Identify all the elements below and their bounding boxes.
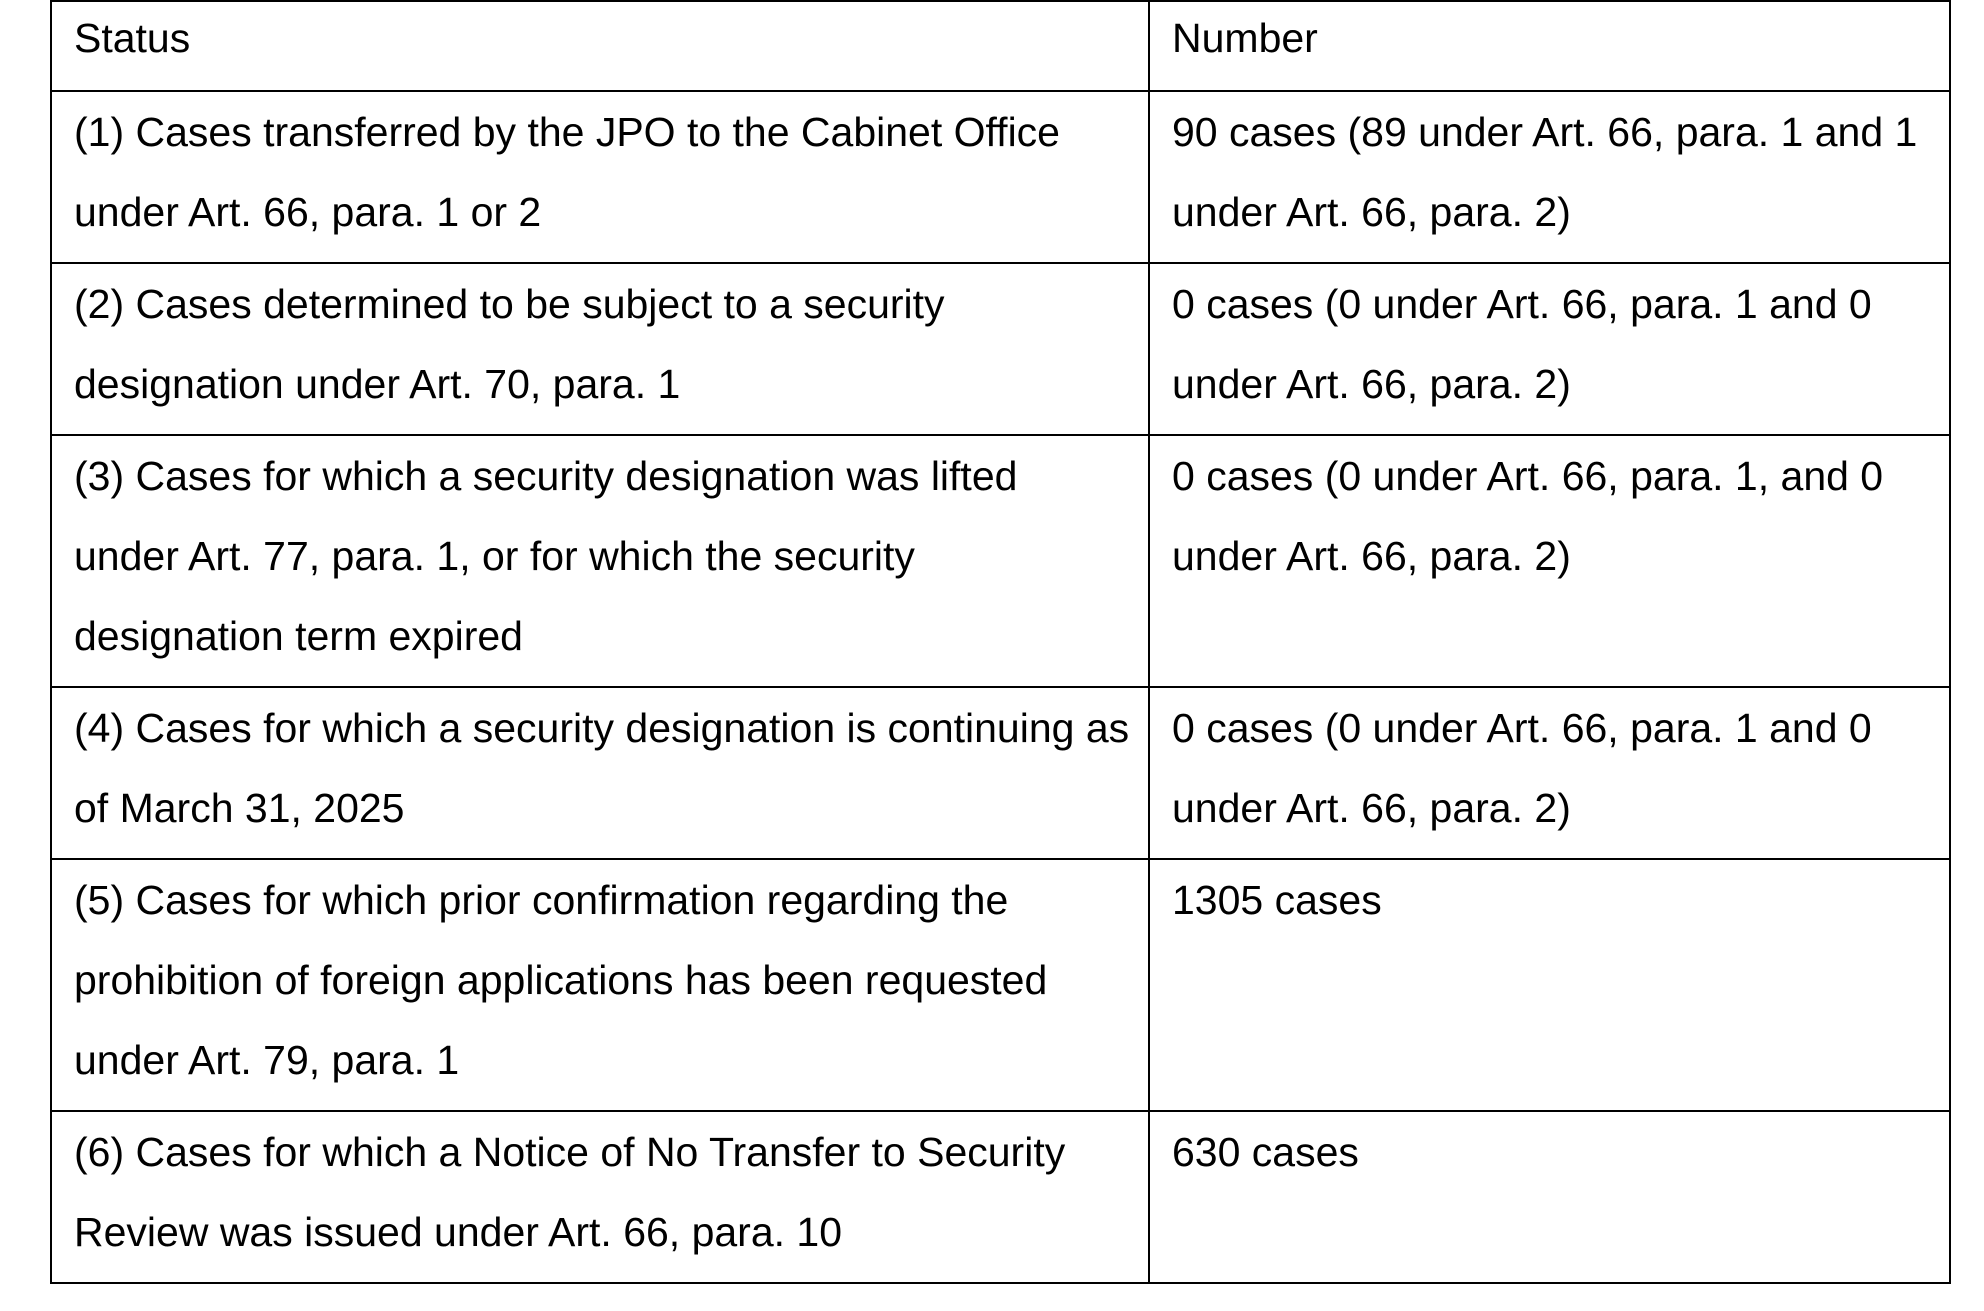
status-cell: (4) Cases for which a security designation is continuing as of March 31, 2025 — [51, 687, 1149, 859]
table-row — [51, 1111, 1950, 1283]
status-cell: (2) Cases determined to be subject to a security designation under Art. 70, para. 1 — [51, 263, 1149, 435]
table-row — [51, 435, 1950, 687]
status-cell: (1) Cases transferred by the JPO to the Cabinet Office under Art. 66, para. 1 or 2 — [51, 91, 1149, 263]
table-header — [51, 1, 1950, 91]
number-cell: 1305 cases — [1149, 859, 1950, 1111]
header-status: Status — [51, 1, 1149, 91]
number-cell: 0 cases (0 under Art. 66, para. 1 and 0 under Art. 66, para. 2) — [1149, 263, 1950, 435]
table-body — [51, 91, 1950, 1283]
table-row — [51, 263, 1950, 435]
table-row — [51, 859, 1950, 1111]
number-cell: 0 cases (0 under Art. 66, para. 1, and 0 under Art. 66, para. 2) — [1149, 435, 1950, 687]
number-cell: 90 cases (89 under Art. 66, para. 1 and 1 under Art. 66, para. 2) — [1149, 91, 1950, 263]
header-number: Number — [1149, 1, 1950, 91]
header-row — [51, 1, 1950, 91]
number-cell: 0 cases (0 under Art. 66, para. 1 and 0 under Art. 66, para. 2) — [1149, 687, 1950, 859]
status-table — [50, 0, 1951, 1284]
status-cell: (6) Cases for which a Notice of No Transfer to Security Review was issued under Art. 66, para. 10 — [51, 1111, 1149, 1283]
status-cell: (5) Cases for which prior confirmation regarding the prohibition of foreign applications has been requested under Art. 79, para. 1 — [51, 859, 1149, 1111]
status-cell: (3) Cases for which a security designation was lifted under Art. 77, para. 1, or for which the security designation term expired — [51, 435, 1149, 687]
number-cell: 630 cases — [1149, 1111, 1950, 1283]
table-row — [51, 687, 1950, 859]
table-row — [51, 91, 1950, 263]
